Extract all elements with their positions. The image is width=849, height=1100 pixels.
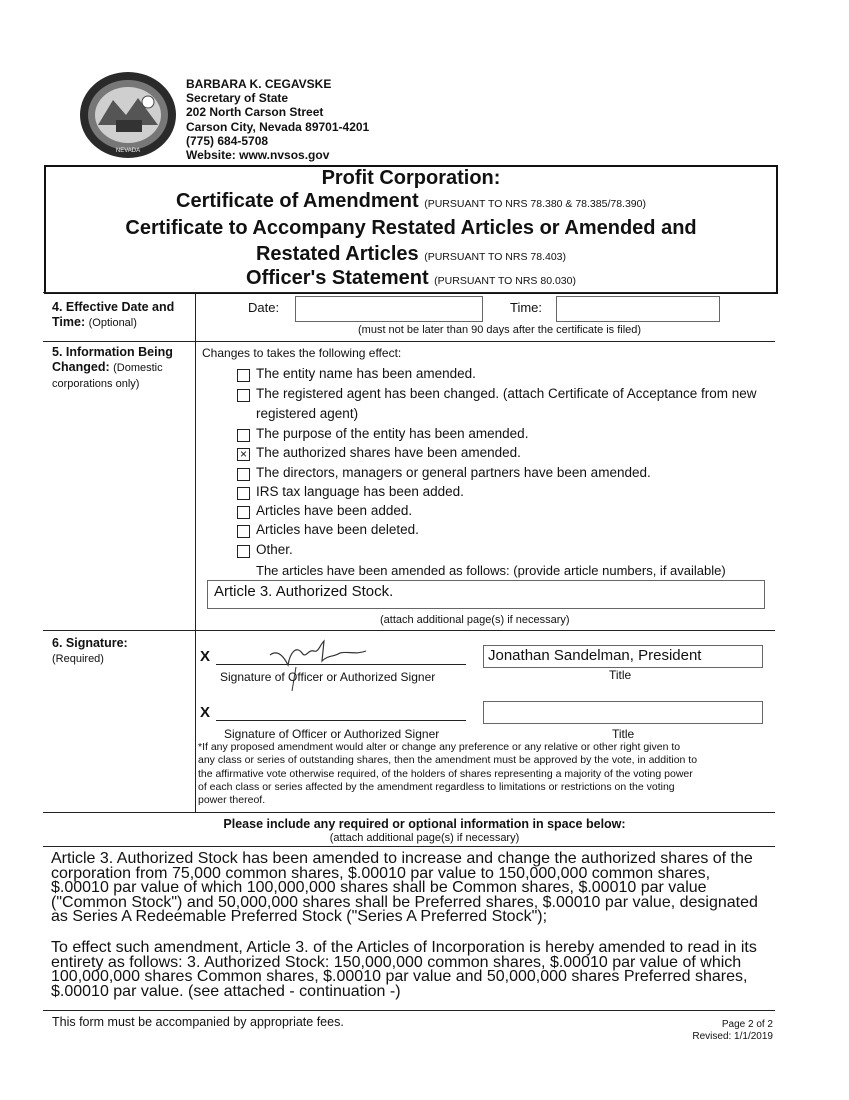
signature-caption-2: Signature of Officer or Authorized Signer <box>224 727 440 741</box>
paragraph-line: $.00010 par value of which 100,000,000 shares shall be Common shares, $.00010 par value <box>51 879 707 896</box>
section-4-label <box>52 300 174 331</box>
date-value <box>296 297 482 301</box>
amended-articles-input[interactable] <box>207 580 765 609</box>
row-divider <box>43 1010 775 1011</box>
amendment-footnote <box>198 741 774 807</box>
date-label: Date: <box>248 300 280 315</box>
paragraph-line: $.00010 par value. (see attached - continuation -) <box>51 982 401 1000</box>
title-line-5-note: (PURSUANT TO NRS 80.030) <box>434 275 576 287</box>
section-6-label <box>52 636 128 667</box>
office-city: Carson City, Nevada 89701-4201 <box>186 119 370 134</box>
section-6-title: 6. Signature: <box>52 636 128 650</box>
time-label: Time: <box>510 300 543 315</box>
section-6-note: (Required) <box>52 653 104 665</box>
title-line-1: Profit Corporation: <box>321 167 501 189</box>
title-line-4-note: (PURSUANT TO NRS 78.403) <box>424 251 566 263</box>
footnote-line: power thereof. <box>198 794 266 807</box>
option-label: The directors, managers or general partners have been amended. <box>256 465 651 480</box>
nevada-seal-logo <box>78 70 178 160</box>
option-label: IRS tax language has been added. <box>256 484 464 499</box>
title-line-2-note: (PURSUANT TO NRS 78.380 & 78.385/78.390) <box>424 198 646 210</box>
title-line-5 <box>46 267 776 290</box>
svg-text:NEVADA: NEVADA <box>115 148 141 154</box>
row-divider <box>43 341 775 342</box>
title-line-4-text: Restated Articles <box>255 243 419 265</box>
title-caption-1: Title <box>609 668 632 682</box>
option-checkbox[interactable]: × <box>237 448 250 461</box>
section-5-title-2: Changed: <box>52 360 110 374</box>
option-label: The entity name has been amended. <box>256 366 476 381</box>
section-4-note: (Optional) <box>88 317 137 329</box>
paragraph-line: Article 3. Authorized Stock has been amended to increase and change the authorized shares of the <box>51 850 753 867</box>
option-checkbox[interactable] <box>237 369 250 382</box>
row-divider <box>43 846 775 847</box>
option-label: The registered agent has been changed. (attach Certificate of Acceptance from new <box>256 386 757 401</box>
option-checkbox[interactable] <box>237 506 250 519</box>
section-5-label <box>52 345 173 392</box>
section-5-note-2: corporations only) <box>52 378 140 390</box>
signer-title-value-2 <box>484 702 762 706</box>
attach-note: (attach additional page(s) if necessary) <box>380 614 570 626</box>
page-number: Page 2 of 2 <box>721 1019 773 1030</box>
form-title-box <box>44 165 778 294</box>
amended-articles-value: Article 3. Authorized Stock. <box>214 583 394 600</box>
option-label: Articles have been deleted. <box>256 522 419 537</box>
signature-x-2: X <box>200 704 211 721</box>
extra-subheading: (attach additional page(s) if necessary) <box>329 832 520 844</box>
date-input[interactable] <box>295 296 483 322</box>
option-checkbox[interactable] <box>237 525 250 538</box>
paragraph-line: as Series A Redeemable Preferred Stock ("Series A Preferred Stock"); <box>51 908 548 925</box>
extra-heading: Please include any required or optional information in space below: <box>223 817 626 831</box>
amend-intro: The articles have been amended as follows: (provide article numbers, if available) <box>256 563 726 578</box>
office-header <box>186 77 369 162</box>
title-line-5-text: Officer's Statement <box>246 267 429 289</box>
fees-notice: This form must be accompanied by appropriate fees. <box>52 1015 344 1029</box>
section-5-title: 5. Information Being <box>52 345 173 359</box>
paragraph-line: corporation from 75,000 common shares, $.00010 par value to 150,000,000 common shares, <box>51 864 711 882</box>
office-street: 202 North Carson Street <box>186 105 324 120</box>
option-checkbox[interactable] <box>237 389 250 402</box>
option-checkbox[interactable] <box>237 545 250 558</box>
footnote-line: any class or series of outstanding shares, then the amendment must be approved by the vote, in addition to <box>198 754 698 767</box>
paragraph-line: entirety as follows: 3. Authorized Stock: 150,000,000 common shares, $.00010 par value of which <box>51 953 742 971</box>
option-checkbox[interactable] <box>237 429 250 442</box>
option-label: The authorized shares have been amended. <box>256 445 521 460</box>
signer-title-input-1[interactable] <box>483 645 763 668</box>
office-phone: (775) 684-5708 <box>186 133 269 148</box>
option-label: The purpose of the entity has been amended. <box>256 426 529 441</box>
paragraph-line: To effect such amendment, Article 3. of the Articles of Incorporation is hereby amended to read in its <box>51 939 757 956</box>
date-note: (must not be later than 90 days after the certificate is filed) <box>358 324 642 336</box>
title-caption-2: Title <box>612 727 635 741</box>
footnote-line: of each class or series affected by the amendment regardless to limitations or restrictions on the voting <box>198 780 675 793</box>
section-4-title-2: Time: <box>52 315 86 329</box>
paragraph-line: 100,000,000 shares Common shares, $.00010 par value and 50,000,000 shares Preferred shares, <box>51 968 748 985</box>
title-line-2-text: Certificate of Amendment <box>176 190 419 212</box>
secretary-name: BARBARA K. CEGAVSKE <box>186 77 332 91</box>
paragraph-line: ("Common Stock") and 50,000,000 shares shall be Preferred shares, $.00010 par value, designated <box>51 893 758 911</box>
option-registered-agent-cont: registered agent) <box>256 406 359 421</box>
signature-x-1: X <box>200 648 211 665</box>
extra-paragraph-1[interactable] <box>51 852 776 925</box>
section-4-title: 4. Effective Date and <box>52 300 175 314</box>
row-divider <box>43 812 775 813</box>
signer-title-value-1: Jonathan Sandelman, President <box>488 647 702 664</box>
changes-intro: Changes to takes the following effect: <box>202 346 402 360</box>
extra-paragraph-2[interactable] <box>51 941 776 999</box>
row-divider <box>43 630 775 631</box>
signature-caption-1: Signature of Officer or Authorized Signer <box>220 670 436 684</box>
time-input[interactable] <box>556 296 720 322</box>
office-website[interactable]: Website: www.nvsos.gov <box>186 148 330 163</box>
signature-line-2[interactable] <box>216 720 466 721</box>
section-5-note: (Domestic <box>113 362 163 374</box>
revision-date: Revised: 1/1/2019 <box>692 1031 773 1042</box>
title-line-4 <box>46 243 776 266</box>
option-checkbox[interactable] <box>237 468 250 481</box>
title-line-2 <box>46 190 776 213</box>
footnote-line: *If any proposed amendment would alter or change any preference or any relative or other right given to <box>198 741 681 753</box>
row-divider <box>43 292 775 293</box>
time-value <box>557 297 719 301</box>
option-label: Other. <box>256 542 293 557</box>
footnote-line: the affirmative vote otherwise required, of the holders of shares representing a majority of the voting power <box>198 767 693 780</box>
option-checkbox[interactable] <box>237 487 250 500</box>
option-label: Articles have been added. <box>256 503 413 518</box>
column-divider <box>195 292 196 813</box>
signer-title-input-2[interactable] <box>483 701 763 724</box>
title-line-3: Certificate to Accompany Restated Articles or Amended and <box>125 217 697 239</box>
secretary-office: Secretary of State <box>186 91 289 106</box>
